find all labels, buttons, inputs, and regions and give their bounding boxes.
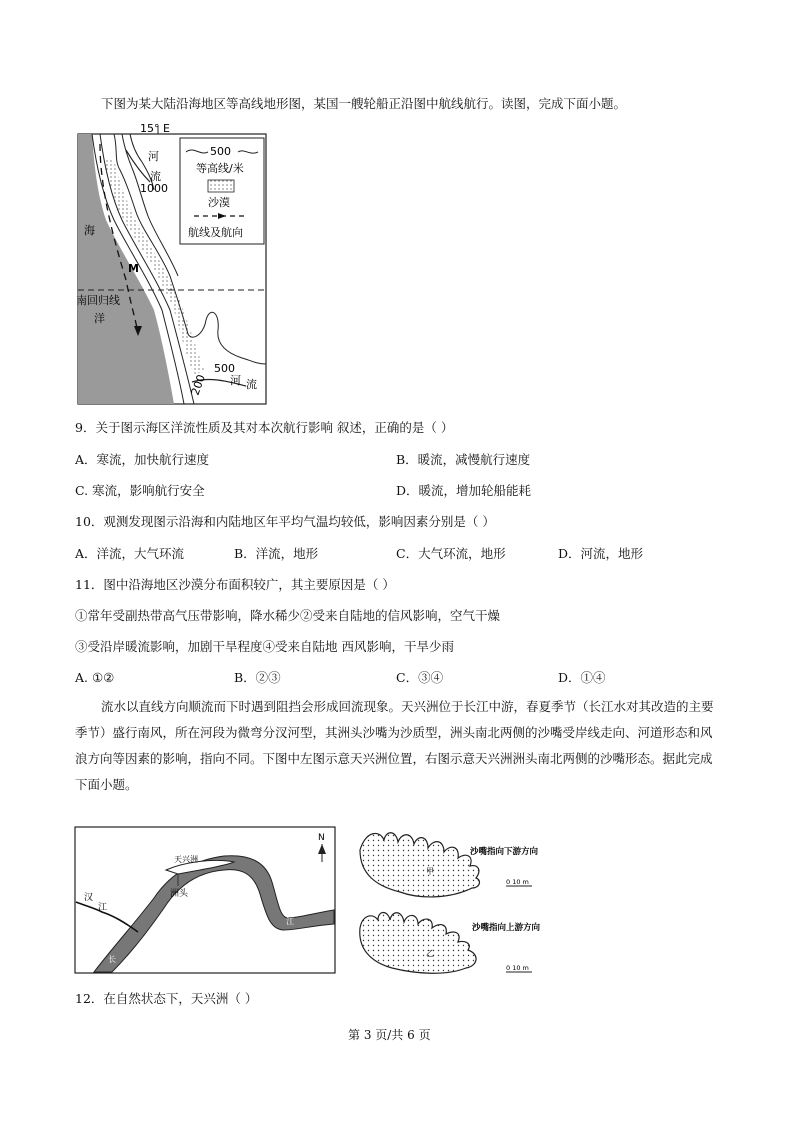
q11-statement-line-2: ③受沿岸暖流影响，加剧干旱程度④受来自陆地 西风影响，干旱少雨 [75, 639, 454, 654]
q11-option-c[interactable]: C．③④ [396, 670, 444, 685]
lon-label: 15° E [140, 122, 170, 135]
q10-option-b[interactable]: B．洋流，地形 [234, 546, 319, 561]
location-map [74, 826, 336, 976]
chang-label-1: 长 [108, 955, 116, 964]
q9-option-c[interactable]: C. 寒流，影响航行安全 [75, 483, 205, 498]
contour-label-200: 200 [188, 372, 209, 398]
point-m-label: M [128, 262, 139, 275]
han-label-2: 江 [98, 903, 108, 913]
river-label-4: 流 [246, 378, 257, 391]
island-label: 天兴洲 [174, 855, 198, 864]
q11-option-b[interactable]: B．②③ [234, 670, 281, 685]
spit-diagrams [352, 824, 562, 980]
intro-text-2: 流水以直线方向顺流而下时遇到阻挡会形成回流现象。天兴洲位于长江中游，春夏季节（长江水对其改造的主要季节）盛行南风，所在河段为微弯分汊河型，其洲头沙嘴为沙质型，洲头南北两侧的沙嘴受岸线走向、河道形态和风浪方向等因素的影响，指向不同。下图中左图示意天兴洲位置，右图示意天兴洲洲头南北两侧的沙嘴形态。据此完成下面小题。 [75, 699, 714, 792]
legend-desert-swatch [208, 180, 234, 192]
q11-option-a[interactable]: A. ①② [75, 670, 115, 685]
spit-top-label: 沙嘴指向下游方向 [470, 847, 539, 857]
question-10-stem: 10．观测发现图示沿海和内陆地区年平均气温均较低，影响因素分别是（ ） [75, 514, 495, 529]
spit-bottom-mark: 乙 [426, 949, 434, 958]
contour-label-500: 500 [214, 362, 235, 375]
tropic-label: 南回归线 [76, 294, 120, 307]
q9-option-a[interactable]: A．寒流，加快航行速度 [75, 452, 210, 467]
legend-contour-label: 等高线/米 [196, 162, 244, 175]
legend-route-label: 航线及航向 [188, 226, 243, 239]
legend-500: 500 [210, 145, 231, 158]
q11-option-d[interactable]: D．①④ [558, 670, 606, 685]
sea-label-1: 海 [84, 224, 95, 237]
river-label-2: 流 [150, 170, 161, 183]
river-label-1: 河 [148, 150, 159, 163]
spit-upstream [360, 913, 476, 974]
q9-option-d[interactable]: D．暖流，增加轮船能耗 [396, 483, 532, 498]
sea-label-2: 洋 [94, 312, 105, 325]
contour-map [70, 120, 270, 410]
chang-label-2: 江 [286, 917, 294, 926]
spit-bottom-label: 沙嘴指向上游方向 [472, 923, 541, 933]
question-12-stem: 12．在自然状态下，天兴洲（ ） [75, 991, 258, 1006]
intro-text-1: 下图为某大陆沿海地区等高线地形图，某国一艘轮船正沿图中航线航行。读图，完成下面小题。 [101, 96, 627, 111]
page-footer: 第 3 页/共 6 页 [348, 1028, 431, 1042]
han-label-1: 汉 [84, 893, 94, 903]
q10-option-a[interactable]: A．洋流，大气环流 [75, 546, 185, 561]
legend-desert-label: 沙漠 [208, 196, 230, 209]
spit-morphology-figure [352, 824, 562, 980]
q9-option-b[interactable]: B．暖流，减慢航行速度 [396, 452, 531, 467]
tianxingzhou-location-figure [74, 826, 336, 976]
q11-statement-line-1: ①常年受副热带高气压带影响，降水稀少②受来自陆地的信风影响，空气干燥 [75, 608, 501, 623]
question-9-stem: 9．关于图示海区洋流性质及其对本次航行影响 叙述，正确的是（ ） [75, 420, 454, 435]
scale-bottom: 0 10 m [506, 964, 529, 972]
spit-top-mark: 甲 [426, 867, 434, 876]
river-label-3: 河 [230, 374, 241, 387]
scale-top: 0 10 m [506, 878, 529, 886]
q10-option-d[interactable]: D．河流，地形 [558, 546, 644, 561]
question-11-stem: 11．图中沿海地区沙漠分布面积较广，其主要原因是（ ） [75, 577, 395, 592]
contour-map-figure [70, 120, 270, 410]
head-label: 洲头 [170, 889, 189, 899]
north-label: N [318, 833, 325, 843]
q10-option-c[interactable]: C．大气环流，地形 [396, 546, 506, 561]
contour-label-1000: 1000 [140, 182, 168, 195]
spit-downstream [360, 833, 479, 897]
